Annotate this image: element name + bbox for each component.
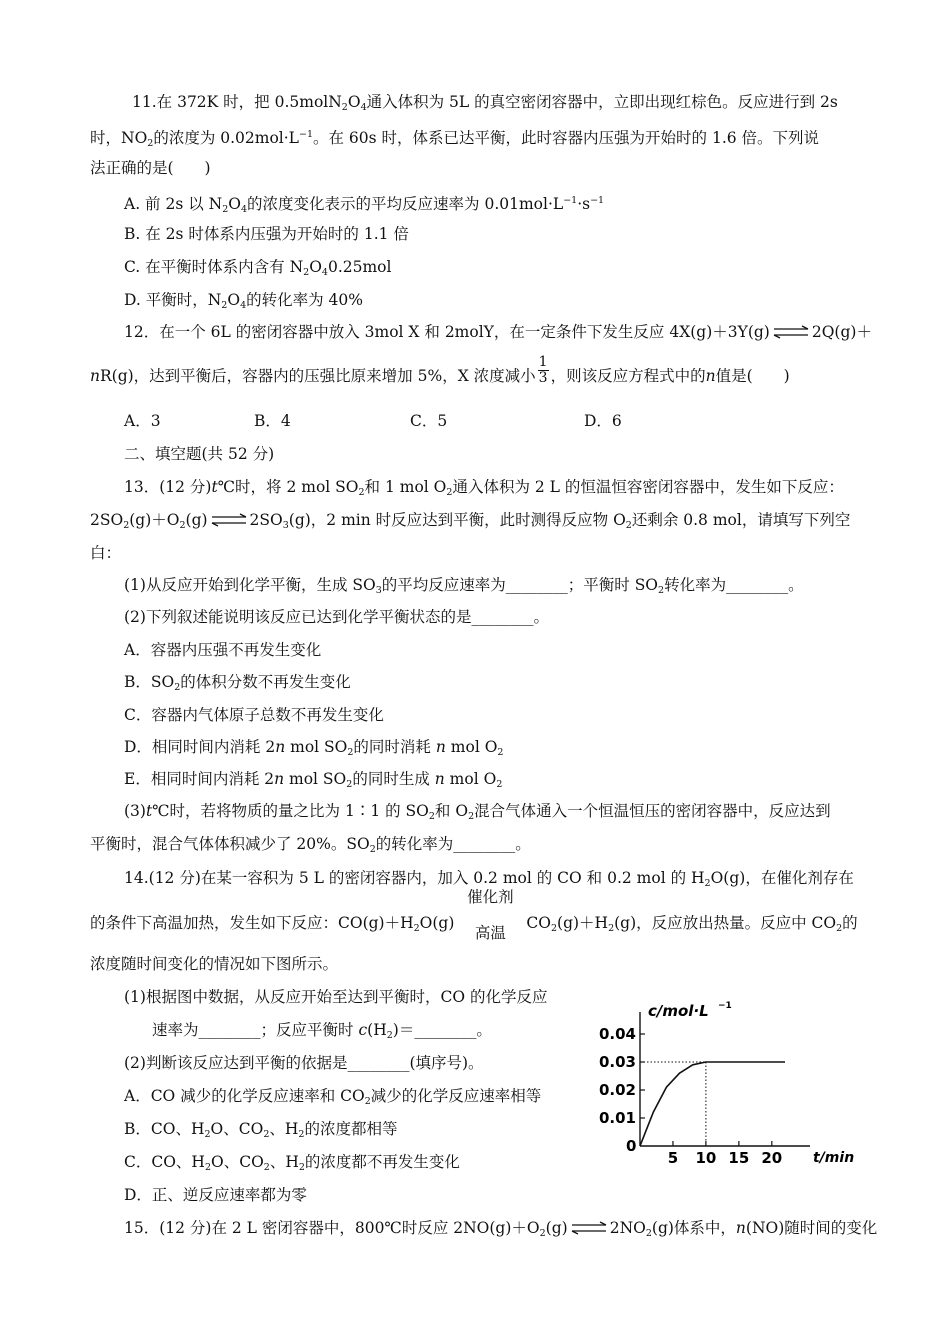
concentration-chart — [590, 998, 855, 1178]
q11-line1: 11.在 372K 时，把 $0.5molN_2O_4$通入体积为 5L 的真空密闭容器中，立即出现红棕色。反应进行到 2s — [132, 93, 838, 113]
y-tick-label: 0.01 — [598, 1109, 636, 1127]
q11-option-b: B. 在 2s 时体系内压强为开始时的 1.1 倍 — [124, 225, 409, 243]
x-tick-label: 15 — [728, 1149, 750, 1167]
q14-line1: 14.(12 分)在某一容积为 5 L 的密闭容器内，加入 0.2 mol 的 CO 和 0.2 mol 的 $H_2O(g)$，在催化剂存在 — [124, 869, 854, 889]
x-axis-label: t/min — [813, 1150, 855, 1166]
q11-option-c: C. 在平衡时体系内含有 $N_2O_40.25mol$ — [124, 258, 392, 278]
equilibrium-arrow-icon — [772, 325, 810, 339]
y-tick-label: 0.02 — [598, 1081, 636, 1099]
q12-line2: nR(g)，达到平衡后，容器内的压强比原来增加 5%，X 浓度减小 $\frac{1}{3}$ ，则该反应方程式中的n值是( ) — [90, 353, 790, 386]
q13-part2: (2)下列叙述能说明该反应已达到化学平衡状态的是________。 — [124, 608, 549, 626]
q13-equation: $2SO_2(g)+O_2(g)$ $2SO_3(g)$，2 min 时反应达到平衡，此时测得反应物 $O_2$还剩余 0.8 mol，请填写下列空 — [90, 511, 851, 531]
q15-line1: 15．(12 分)在 2 L 密闭容器中，800℃时反应 $2NO(g)+O_2(g)$ $2NO_2(g)$体系中，n(NO)随时间的变化 — [124, 1219, 878, 1239]
x-tick-label: 5 — [667, 1149, 679, 1167]
q13-option-b: B．$SO_2$的体积分数不再发生变化 — [124, 673, 351, 693]
q14-option-b: B．CO、$H_2O$、$CO_2$、$H_2$的浓度都相等 — [124, 1120, 398, 1140]
q12-option-c: C．5 — [410, 412, 448, 430]
fraction-one-third: $\frac{1}{3}$ — [538, 353, 548, 386]
q14-line3: 浓度随时间变化的情况如下图所示。 — [90, 955, 339, 973]
x-tick-label: 10 — [695, 1149, 717, 1167]
q14-option-c: C．CO、$H_2O$、$CO_2$、$H_2$的浓度都不再发生变化 — [124, 1153, 460, 1173]
y-axis-label-sup: −1 — [718, 1001, 732, 1011]
q12-option-b: B．4 — [254, 412, 291, 430]
q14-option-a: A．CO 减少的化学反应速率和 $CO_2$减少的化学反应速率相等 — [124, 1087, 542, 1107]
equilibrium-arrow-icon — [210, 513, 248, 527]
x-tick-label: 20 — [761, 1149, 783, 1167]
q14-part2: (2)判断该反应达到平衡的依据是________(填序号)。 — [124, 1054, 484, 1072]
y-tick-label: 0.04 — [598, 1025, 636, 1043]
y-axis-label: c/mol·L — [648, 1002, 709, 1020]
q11-line3: 法正确的是( ) — [90, 159, 211, 177]
q13-line1: 13．(12 分)t℃时，将 2 mol $SO_2$和 1 mol $O_2$通入体积为 2 L 的恒温恒容密闭容器中，发生如下反应： — [124, 478, 844, 498]
q12-line1: 12．在一个 6L 的密闭容器中放入 3mol X 和 2molY，在一定条件下发生反应 4X(g)＋3Y(g) 2Q(g)＋ — [124, 323, 872, 341]
section-heading: 二、填空题(共 52 分) — [124, 445, 275, 463]
q11-line2: 时，$NO_2$的浓度为 $0.02mol\cdot L^{-1}$。在 60s 时，体系已达平衡，此时容器内压强为开始时的 1.6 倍。下列说 — [90, 129, 820, 149]
origin-label: 0 — [626, 1137, 637, 1155]
q12-option-a: A．3 — [124, 412, 161, 430]
y-tick-label: 0.03 — [598, 1053, 636, 1071]
q13-part1: (1)从反应开始到化学平衡，生成 $SO_3$的平均反应速率为________；平衡时 $SO_2$转化率为________。 — [124, 576, 804, 596]
equilibrium-arrow-icon — [570, 1221, 608, 1235]
q13-option-a: A．容器内压强不再发生变化 — [124, 641, 322, 659]
co2-concentration-line — [640, 1062, 785, 1146]
q13-option-e: E．相同时间内消耗 2n mol $SO_2$的同时生成 n mol $O_2$ — [124, 770, 503, 790]
q14-option-d: D．正、逆反应速率都为零 — [124, 1186, 307, 1204]
q12-option-d: D．6 — [584, 412, 622, 430]
q13-part3: (3)t℃时，若将物质的量之比为 1∶1 的 $SO_2$和 $O_2$混合气体通入一个恒温恒压的密闭容器中，反应达到 — [124, 802, 831, 822]
q11-option-a: A. 前 2s 以 $N_2O_4$的浓度变化表示的平均反应速率为 $0.01mol\cdot L^{-1}\cdot s^{-1}$ — [124, 195, 605, 215]
q13-part3-cont: 平衡时，混合气体体积减少了 20%。$SO_2$的转化率为________。 — [90, 835, 531, 855]
q13-option-d: D．相同时间内消耗 2n mol $SO_2$的同时消耗 n mol $O_2$ — [124, 738, 504, 758]
q14-part1-cont: 速率为________；反应平衡时 $c(H_2)=\_\_\_\_\_\_\_\_$。 — [152, 1021, 492, 1041]
q14-equation: 的条件下高温加热，发生如下反应：$CO(g)+H_2O(g)$ 催化剂 高温 $CO_2(g)+H_2(g)$，反应放出热量。反应中 $CO_2$的 — [90, 888, 858, 942]
q13-line3: 白： — [90, 544, 122, 562]
q14-part1: (1)根据图中数据，从反应开始至达到平衡时，CO 的化学反应 — [124, 988, 548, 1006]
reaction-condition: 催化剂 高温 — [467, 888, 514, 942]
q13-option-c: C．容器内气体原子总数不再发生变化 — [124, 706, 384, 724]
q11-option-d: D. 平衡时，$N_2O_4$的转化率为 40% — [124, 291, 363, 311]
